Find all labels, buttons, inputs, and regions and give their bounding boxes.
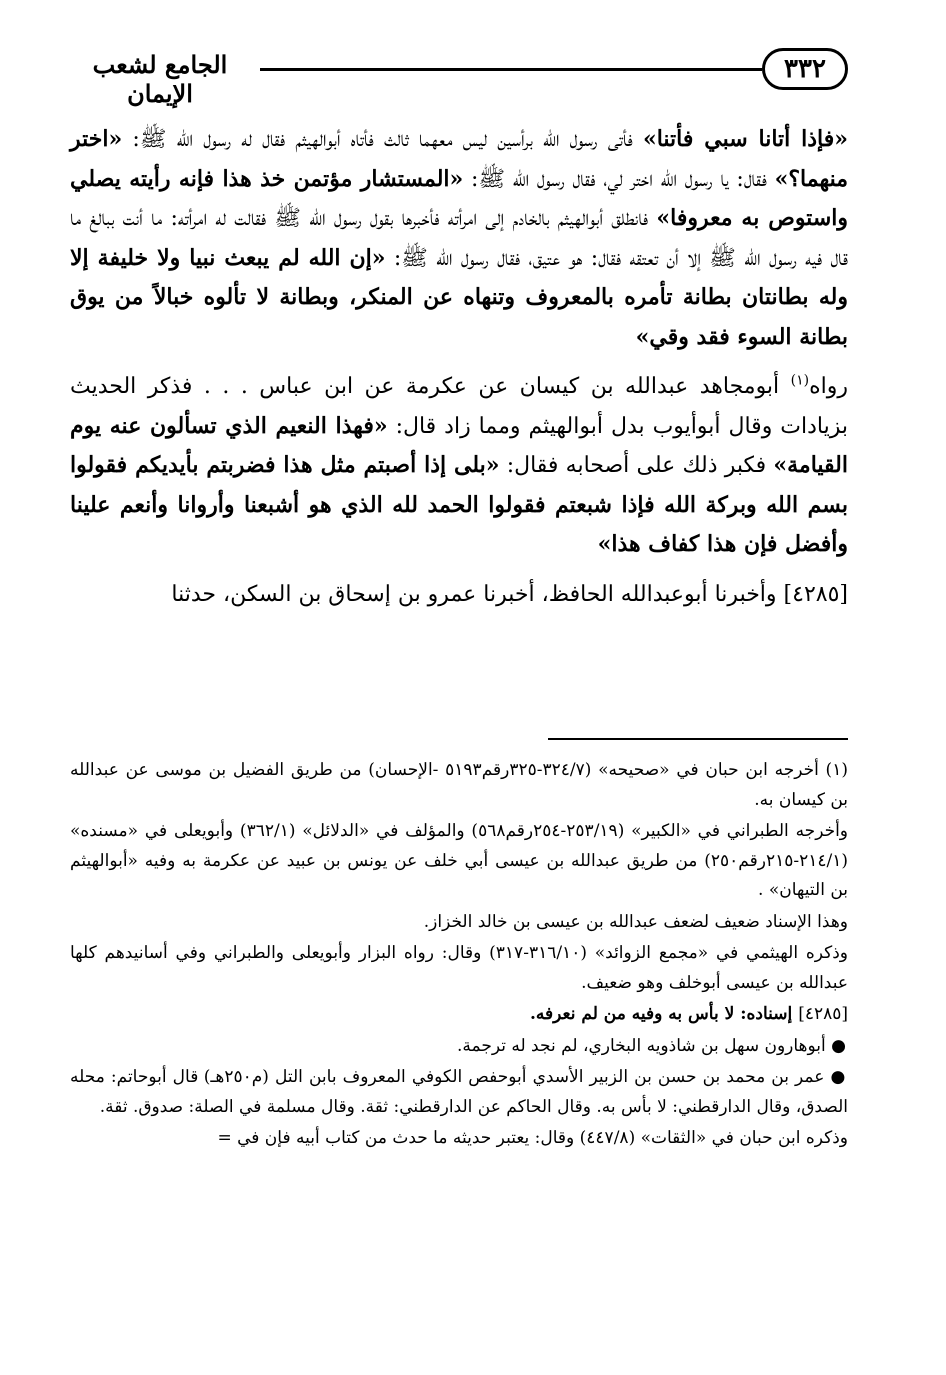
bullet-icon: ● [830,1067,846,1087]
running-title: الجامع لشعب الإيمان [92,50,228,108]
hadith-number: [٤٢٨٥] [798,1004,848,1024]
footnote-7 [70,1063,848,1122]
footnote-3: وهذا الإسناد ضعيف لضعف عبدالله بن عيسى بن خالد الخزاز. [423,911,848,932]
text: فقال: يا رسول الله اختر لي، فقال رسول الله ﷺ: [463,166,775,192]
text: أبومجاهد عبدالله بن كيسان عن عكرمة عن ابن عباس . . . فذكر الحديث بزيادات وقال أبوأيوب بدل أبوالهيثم ومما زاد قال: [70,374,849,439]
footnote-6 [70,1032,848,1062]
page-header [60,38,848,108]
quote: «فهذا النعيم الذي تسألون عنه يوم القيامة» [70,412,848,478]
page-number: ٣٣٢ [762,48,848,90]
footnote-8: وذكره ابن حبان في «الثقات» (٤٤٧/٨) وقال: يعتبر حديثه ما حدث من كتاب أبيه فإن في = [217,1128,848,1148]
quote: «بلى إذا أصبتم مثل هذا فضربتم بأيديكم فقولوا بسم الله وبركة الله فإذا شبعتم فقولوا الحمد لله الذي هو أشبعنا وأروانا وأنعم علينا وأفضل فإن هذا كفاف هذا» [70,452,848,557]
paragraph-1 [70,120,848,357]
text: وأخبرنا أبوعبدالله الحافظ، أخبرنا عمرو بن إسحاق بن السكن، حدثنا [171,581,784,607]
text: فانطلق أبوالهيثم بالخادم إلى امرأته فأخبرها بقول رسول الله ﷺ فقالت له امرأته: ما أنت ببالغ ما قال فيه رسول الله ﷺ إلا أن تعتقه فقال: هو عتيق، فقال رسول الله ﷺ: [70,206,848,271]
main-text [70,120,848,614]
footnote-rule [548,738,848,740]
bullet-icon: ● [831,1035,846,1056]
footnotes [70,756,848,1154]
text: فأتى رسول الله برأسين ليس معهما ثالث فأتاه أبوالهيثم فقال له رسول الله ﷺ: [122,127,643,152]
text: أبوهارون سهل بن شاذويه البخاري، لم نجد له ترجمة. [456,1035,826,1056]
paragraph-2 [70,367,848,565]
footnote-2: وأخرجه الطبراني في «الكبير» (٢٥٣/١٩-٢٥٤رقم٥٦٨) والمؤلف في «الدلائل» (٣٦٢/١) وأبويعلى في «مسنده» (٢١٤/١-٢١٥رقم٢٥٠) من طريق عبدالله بن عيسى أبي خلف عن يونس بن عبيد عن عكرمة به وفيه «أبوالهيثم بن التيهان» . [70,821,849,900]
text: عمر بن محمد بن حسن بن الزبير الأسدي أبوحفص الكوفي المعروف بابن التل (م٢٥٠هـ) قال أبوحاتم: محله الصدق، وقال الدارقطني: لا بأس به. وقال الحاكم عن الدارقطني: ثقة. وقال مسلمة في الصلة: صدوق. ثقة. [70,1067,848,1117]
hadith-number: [٤٢٨٥] [783,581,848,607]
quote: «إن الله لم يبعث نبيا ولا خليفة إلا وله بطانتان بطانة تأمره بالمعروف وتنهاه عن المنكر، وبطانة لا تألوه خبالاً من يوق بطانة السوء فقد وقي» [70,244,848,350]
paragraph-3 [70,575,848,615]
text: رواه [809,374,848,399]
quote: «اختر منهما؟» [70,126,849,192]
quote: «المستشار مؤتمن خذ هذا فإنه رأيته يصلي واستوص به معروفا» [70,165,848,231]
footnote-1: (١) أخرجه ابن حبان في «صحيحه» (٣٢٤/٧-٣٢٥رقم٥١٩٣ -الإحسان) من طريق الفضيل بن موسى عن عبدالله بن كيسان به. [70,760,848,810]
text: إسناده: لا بأس به وفيه من لم نعرفه. [530,1004,799,1024]
text: فكبر ذلك على أصحابه فقال: [499,453,774,478]
footnote-ref: (١) [790,372,810,389]
quote: «فإذا أتانا سبي فأتنا» [642,126,848,152]
header-rule [260,68,762,71]
footnote-4: وذكره الهيثمي في «مجمع الزوائد» (٣١٦/١٠-٣١٧) وقال: رواه البزار وأبويعلى والطبراني وفي أسانيدهم كلها عبدالله بن عيسى أبوخلف وهو ضعيف. [70,943,848,993]
footnote-5 [70,1000,848,1030]
